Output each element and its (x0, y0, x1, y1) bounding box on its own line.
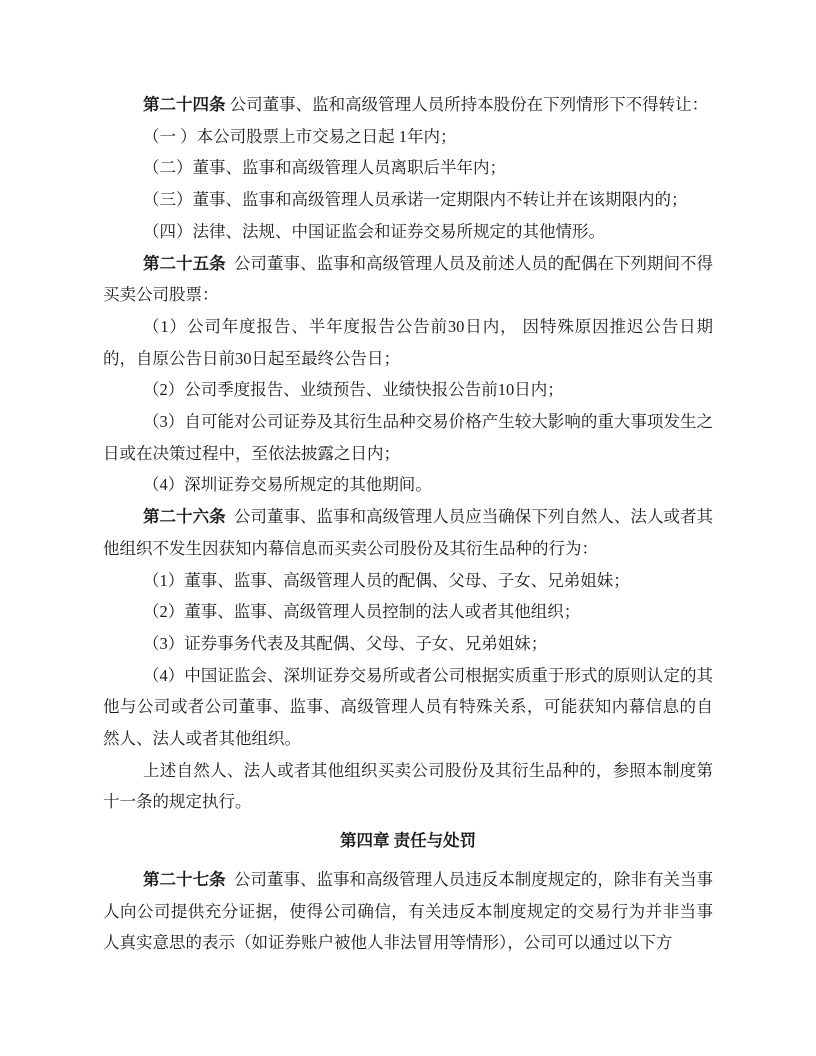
chapter-heading-text: 第四章 责任与处罚 (339, 831, 477, 851)
paragraph-text: （4）中国证监会、深圳证券交易所或者公司根据实质重于形式的原则认定的其他与公司或者公司董事、监事、高级管理人员有特殊关系，可能获知内幕信息的自然人、法人或者其他组织。 (103, 665, 713, 749)
paragraph (103, 406, 713, 469)
paragraph (103, 152, 713, 184)
paragraph-text: 公司董事、监事和高级管理人员违反本制度规定的，除非有关当事人向公司提供充分证据，使得公司确信，有关违反本制度规定的交易行为并非当事人真实意思的表示（如证券账户被他人非法冒用等情形），公司可以通过以下方 (103, 869, 714, 953)
paragraph (103, 864, 713, 959)
paragraph (103, 755, 713, 818)
paragraph-text: 公司董事、监事和高级管理人员及前述人员的配偶在下列期间不得买卖公司股票： (103, 253, 714, 305)
paragraph (103, 121, 713, 153)
paragraph-text: （4）深圳证券交易所规定的其他期间。 (143, 475, 432, 495)
paragraph (103, 374, 713, 406)
paragraph-text: （2）董事、监事、高级管理人员控制的法人或者其他组织； (143, 602, 581, 622)
paragraph (103, 311, 713, 374)
article-number: 第二十四条 (143, 95, 226, 114)
paragraph-text: （三）董事、监事和高级管理人员承诺一定期限内不转让并在该期限内的； (143, 190, 688, 210)
chapter-heading (103, 825, 713, 857)
paragraph-text: （3）自可能对公司证券及其衍生品种交易价格产生较大影响的重大事项发生之日或在决策过程中，至依法披露之日内； (103, 412, 713, 463)
paragraph-text: （二）董事、监事和高级管理人员离职后半年内； (143, 158, 506, 178)
paragraph-text: （1）董事、监事、高级管理人员的配偶、父母、子女、兄弟姐妹； (143, 570, 630, 590)
article-number: 第二十五条 (143, 253, 226, 273)
paragraph (103, 248, 713, 311)
paragraph-text: （3）证券事务代表及其配偶、父母、子女、兄弟姐妹； (143, 633, 548, 653)
paragraph-text: （四）法律、法规、中国证监会和证券交易所规定的其他情形。 (143, 221, 605, 241)
paragraph (103, 565, 713, 597)
paragraph-text: 公司董事、监和高级管理人员所持本股份在下列情形下不得转让： (225, 95, 709, 114)
paragraph (103, 216, 713, 248)
paragraph-text: （1）公司年度报告、半年度报告公告前30日内， 因特殊原因推迟公告日期的，自原公告日前30日起至最终公告日； (103, 316, 713, 368)
paragraph (103, 628, 713, 660)
paragraph-text: （一 ）本公司股票上市交易之日起 1年内； (143, 126, 457, 146)
article-number: 第二十六条 (143, 507, 226, 527)
paragraph-text: （2）公司季度报告、业绩预告、业绩快报公告前10日内； (143, 380, 564, 400)
article-number: 第二十七条 (143, 869, 226, 889)
paragraph (103, 184, 713, 216)
paragraph (103, 596, 713, 628)
paragraph (103, 469, 713, 501)
paragraph (103, 89, 713, 121)
document-body (103, 89, 713, 959)
paragraph (103, 660, 713, 755)
paragraph-text: 上述自然人、法人或者其他组织买卖公司股份及其衍生品种的，参照本制度第十一条的规定执行。 (103, 760, 713, 812)
paragraph-text: 公司董事、监事和高级管理人员应当确保下列自然人、法人或者其他组织不发生因获知内幕信息而买卖公司股份及其衍生品种的行为： (103, 507, 714, 558)
paragraph (103, 501, 713, 564)
